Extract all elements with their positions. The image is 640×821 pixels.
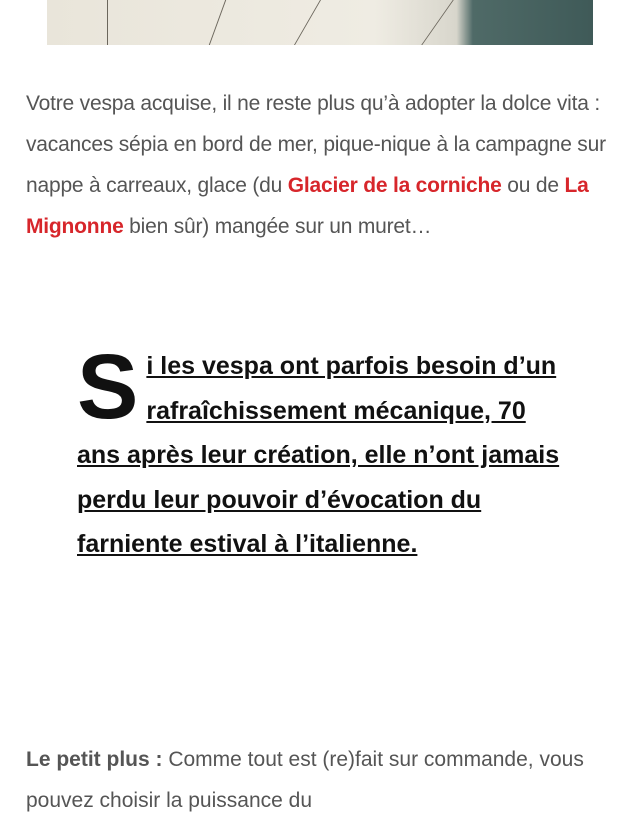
intro-paragraph (26, 83, 626, 247)
link-la-mignonne[interactable]: La Mignonne (26, 174, 589, 238)
quote-text: i les vespa ont parfois besoin d’un rafraîchissement mécanique, 70 ans après leur création, elle n’ont jamais perdu leur pouvoir d’évocation du farniente estival à l’italienne. (77, 352, 560, 558)
intro-text: Votre vespa acquise, il ne reste plus qu’à adopter la dolce vita : vacances sépia en bord de mer, pique-nique à la campagne sur nappe à carreaux, glace (du (26, 92, 606, 197)
tip-paragraph (26, 739, 626, 821)
intro-text: ou de (501, 174, 565, 197)
intro-text: bien sûr) mangée sur un muret… (123, 215, 432, 238)
pull-quote (77, 336, 567, 567)
tip-text: Comme tout est (re)fait sur commande, vous pouvez choisir la puissance du (26, 748, 584, 812)
tip-label: Le petit plus : (26, 748, 163, 771)
article-photo (47, 0, 593, 45)
link-glacier-corniche[interactable]: Glacier de la corniche (287, 174, 502, 197)
drop-cap: S (77, 336, 139, 438)
